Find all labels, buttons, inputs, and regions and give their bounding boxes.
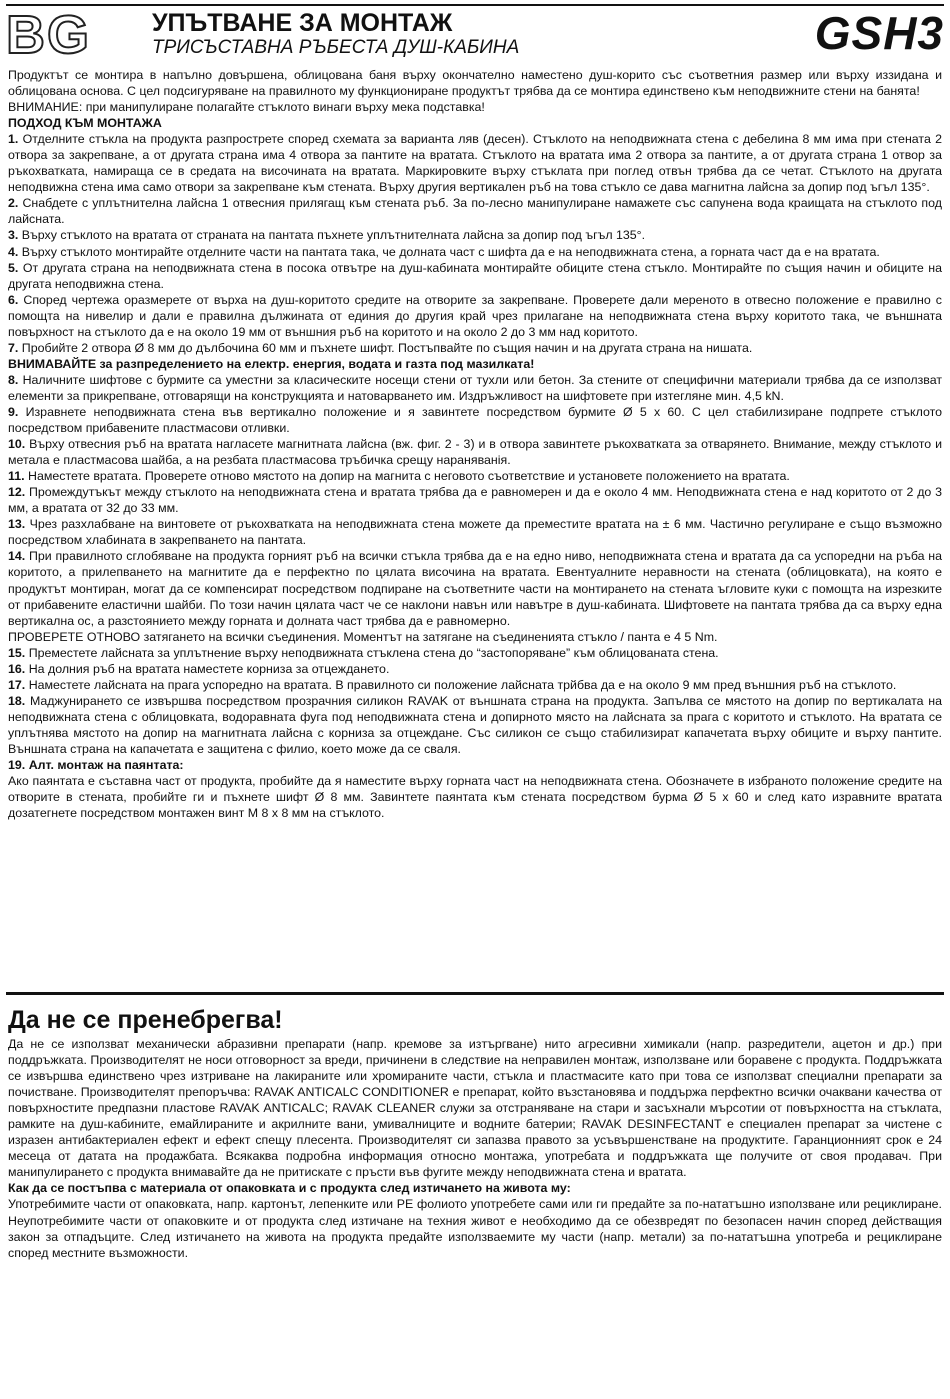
utilities-warning: ВНИМАВАЙТЕ за разпределението на електр. енергия, водата и газта под мазилката!: [8, 356, 535, 371]
approach-heading: ПОДХОД КЪМ МОНТАЖА: [8, 116, 162, 131]
product-code: GSH3: [814, 7, 944, 59]
maintenance-paragraph: Да не се използват механически абразивни препарати (напр. кремове за изтъргване) нито агресивни химикали (напр. разредители, ацетон и др.) при поддръжката. Производителят не носи отговорност за вреди, причинени в следствие на неправилен монтаж, използване или боравене с продукта. Поддръжката се извършва единствено чрез изтриване на лакираните или хромираните части, стъкла и пластмасите като при това се използват специални препарати за почистване. Производителят препоръчва: RAVAK ANTICALC CONDITIONER е препарат, който възстановява и поддържа перфектно всички очаквани качества от повърхностите предпазни пластове RAVAK ANTICALC; RAVAK CLEANER служи за отстраняване на стари и засъхнали мърсотии от повърхността на стъклата, рамките на душ-кабините, емайлираните и акрилните вани, умивалниците и водните батерии; RAVAK DESINFECTANT е специален препарат за чистене с изразен антибактериален ефект и ефект спещу плесента. Производителят си запазва правото за усъвършенстване на продуктите. Гаранционният срок е 24 месеца от датата на продажбата. Всякаква подробна информация относно монтажа, употребата и поддръжката ще получите от своя продавач. При манипулирането с продукта внимавайте да не притискате с пръсти във фугите между неподвижната стена и вратата.: [8, 1037, 942, 1180]
intro-paragraph: Продуктът се монтира в напълно довършена, облицована баня върху окончателно наместено душ-корито със съответния размер или върху иззидана и облицована основа. С цел подсигуряване на правилното му функциониране продуктът трябва да се монтира единствено към неподвижните стени на банята!: [8, 68, 942, 99]
step: 15. Преместете лайсната за уплътнение върху неподвижната стъклена стена до “застопоряване” към облицованата стена.: [8, 645, 719, 660]
maintenance-warning: [8, 1036, 942, 1261]
disposal-paragraph: Употребимите части от опаковката, напр. картонът, лепенките или PE фолиото употребете сами или ги предайте за по-нататъшно използване или рециклиране. Неупотребимите части от опаковките и от продукта след изтичане на техния живот е необходимо да се обезвредят по безопасен начин според действащия закон за отпадъците. След изтичането на живота на продукта предайте използваемите му части (напр. метали) за по-нататъшна употреба и рециклиране според местните възможности.: [8, 1197, 942, 1260]
torque-check: ПРОВЕРЕТЕ ОТНОВО затягането на всички съединения. Моментът на затягане на съединенията стъкло / панта е 4 5 Nm.: [8, 629, 718, 644]
step: 12. Промеждутъкът между стъклото на неподвижната стена и вратата трябва да е равномерен и да е около 4 мм. Неподвижната стена е над коритото от 2 до 3 мм, а вратата от 32 до 33 мм.: [8, 485, 942, 516]
section-divider: [6, 992, 944, 995]
step: 2. Снабдете с уплътнителна лайсна 1 отвесния прилягащ към стената ръб. За по-лесно манипулиране намажете със сапунена вода краищата на стъклото под лайсната.: [8, 196, 942, 227]
document-header: [6, 5, 944, 66]
step: 13. Чрез разхлабване на винтовете от ръкохватката на неподвижната стена можете да преместите вратата на ± 6 мм. Частично регулиране е също възможно посредством хлабината в закрепването на пантата.: [8, 517, 942, 548]
step: 4. Върху стъклото монтирайте отделните части на пантата така, че долната част с шифта да е на неподвижната стена, а горната част да е на вратата.: [8, 244, 880, 259]
step: 9. Изравнете неподвижната стена във вертикално положение и я завинтете посредством бурмите Ø 5 x 60. С цел стабилизиране подпрете стъклото посредством прибавените пластмасови отливки.: [8, 404, 942, 436]
step: 3. Върху стъклото на вратата от страната на пантата пъхнете уплътнителната лайсна за допир под ъгъл 135°.: [8, 228, 646, 243]
step: 17. Наместете лайсната на прага успоредно на вратата. В правилното си положение лайсната трйбва да е на около 9 мм пред външния ръб на стъклото.: [8, 677, 897, 692]
disposal-heading: Как да се постъпва с материала от опаковката и с продукта след изтичането на живота му:: [8, 1181, 571, 1196]
document-subtitle: ТРИСЪСТАВНА РЪБЕСТА ДУШ-КАБИНА: [152, 37, 520, 58]
step: 1. Отделните стъкла на продукта разпрострете според схемата за варианта ляв (десен). Стъклото на неподвижната стена с дебелина 8 мм има при стената 2 отвора за закрепване, а от другата страна има 4 отвора за пантите на вратата. Стъклото на вратата има 2 отвора за пантите, а от другата страна 1 отвор за ръкохватката, намираща се в средата на височината на вратата. Маркировките върху стъклата при поглед отвън трябва да се четат. Стъклото на другата неподвижна стена има само отвори за закрепване към стената. Върху другия вертикален ръб на това стъкло се дава магнитна лайсна за допир под ъгъл 135°.: [8, 132, 942, 195]
warning-title: Да не се пренебрегва!: [8, 1006, 283, 1034]
step: 16. На долния ръб на вратата наместете корниза за отцеждането.: [8, 661, 390, 676]
document-title: УПЪТВАНЕ ЗА МОНТАЖ: [152, 9, 453, 37]
step: 18. Маджунирането се извършва посредством прозрачния силикон RAVAK от външната страна на продукта. Запълва се мястото на допир по вертикалата на неподвижната стена с облицовката, водоравната фуга под неподвижната стена и допирното място на лайсната за прага с коритото и стъклото. На вратата се уплътнява мястото на допир на магнитната лайсна с корниза за отцеждане. Със силикон се също стабилизират капачетата върху обиците и върху пантите. Външната страна на капачетата е защитена с филио, което може да се сваля.: [8, 693, 942, 756]
step-19-text: Ако паянтата е съставна част от продукта, пробийте да я наместите върху горната част на неподвижната стена. Обозначете в избраното положение средите на отворите в стената, пробийте ги и пъхнете шифт Ø 8 мм. Завинтете паянтата към стената посредством бурма Ø 5 x 60 и след като изравните вратата дозатегнете посредством монтажен винт M 8 x 8 мм на стъклото.: [8, 774, 942, 821]
intro-caution: ВНИМАНИЕ: при манипулиране полагайте стъклото винаги върху мека подставка!: [8, 100, 485, 115]
step: 14. При правилното сглобяване на продукта горният ръб на всички стъкла трябва да е на едно ниво, неподвижната стена и вратата да са успоредни на ръба на коритото, а прилепването на магнитите да е перфектно по цялата височина на вратата. Евентуалните неравности на стената (облицовката), на която е продуктът монтиран, могат да се компенсират посредством подпиране на съответните части на монтирането на стената ъгловите куки с помощта на изрезките от прибавените еластични шайби. По този начин цялата част че се наклони навън или навътре в душ-кабината. Шифтовете на пантата трябва да са върху една вертикална ос, а разстоянието между горната и долната част трябва да е равномерно.: [8, 549, 942, 628]
step: 7. Пробийте 2 отвора Ø 8 мм до дълбочина 60 мм и пъхнете шифт. Постъпвайте по същия начин и на другата страна на нишата.: [8, 340, 753, 355]
language-code: BG: [6, 5, 91, 65]
step: 19. Алт. монтаж на паянтата:: [8, 758, 184, 773]
installation-instructions: [8, 67, 942, 821]
step: 8. Наличните шифтове с бурмите са уместни за класическите носещи стени от тухли или бетон. За стените от специфични материали трябва да се използват елементи за прикрепване, отговарящи на конструкцията и натоварването им. Издръжливост на шифтовете при изтегляне мин. 4,5 kN.: [8, 372, 942, 403]
step: 11. Наместете вратата. Проверете отново мястото на допир на магнита с неговото съответствие и установете положението на вратата.: [8, 469, 790, 484]
step: 6. Според чертежа оразмерете от върха на душ-коритото средите на отворите за закрепване. Проверете дали мереното в отвесно положение е правилно с помощта на нивелир и дали е правилна дължината от единия до другия край чрез прилагане на неподвижната стена върху коритото така, че външната повърхност на стъклото да е на около 19 мм от външния ръб на коритото и на около 2 до 3 мм над коритото.: [8, 292, 942, 339]
step: 10. Върху отвесния ръб на вратата нагласете магнитната лайсна (вж. фиг. 2 - 3) и в отвора завинтете ръкохватката за отварянето. Внимание, между стъклото и метала е пластмасова шайба, а на резбата пластмасова тръбичка срещу нараняванія.: [8, 437, 942, 468]
step: 5. От другата страна на неподвижната стена в посока отвътре на душ-кабината монтирайте обиците стена стъкло. Монтирайте по същия начин и обиците на другата неподвижна стена.: [8, 260, 942, 291]
top-rule: [6, 4, 944, 6]
